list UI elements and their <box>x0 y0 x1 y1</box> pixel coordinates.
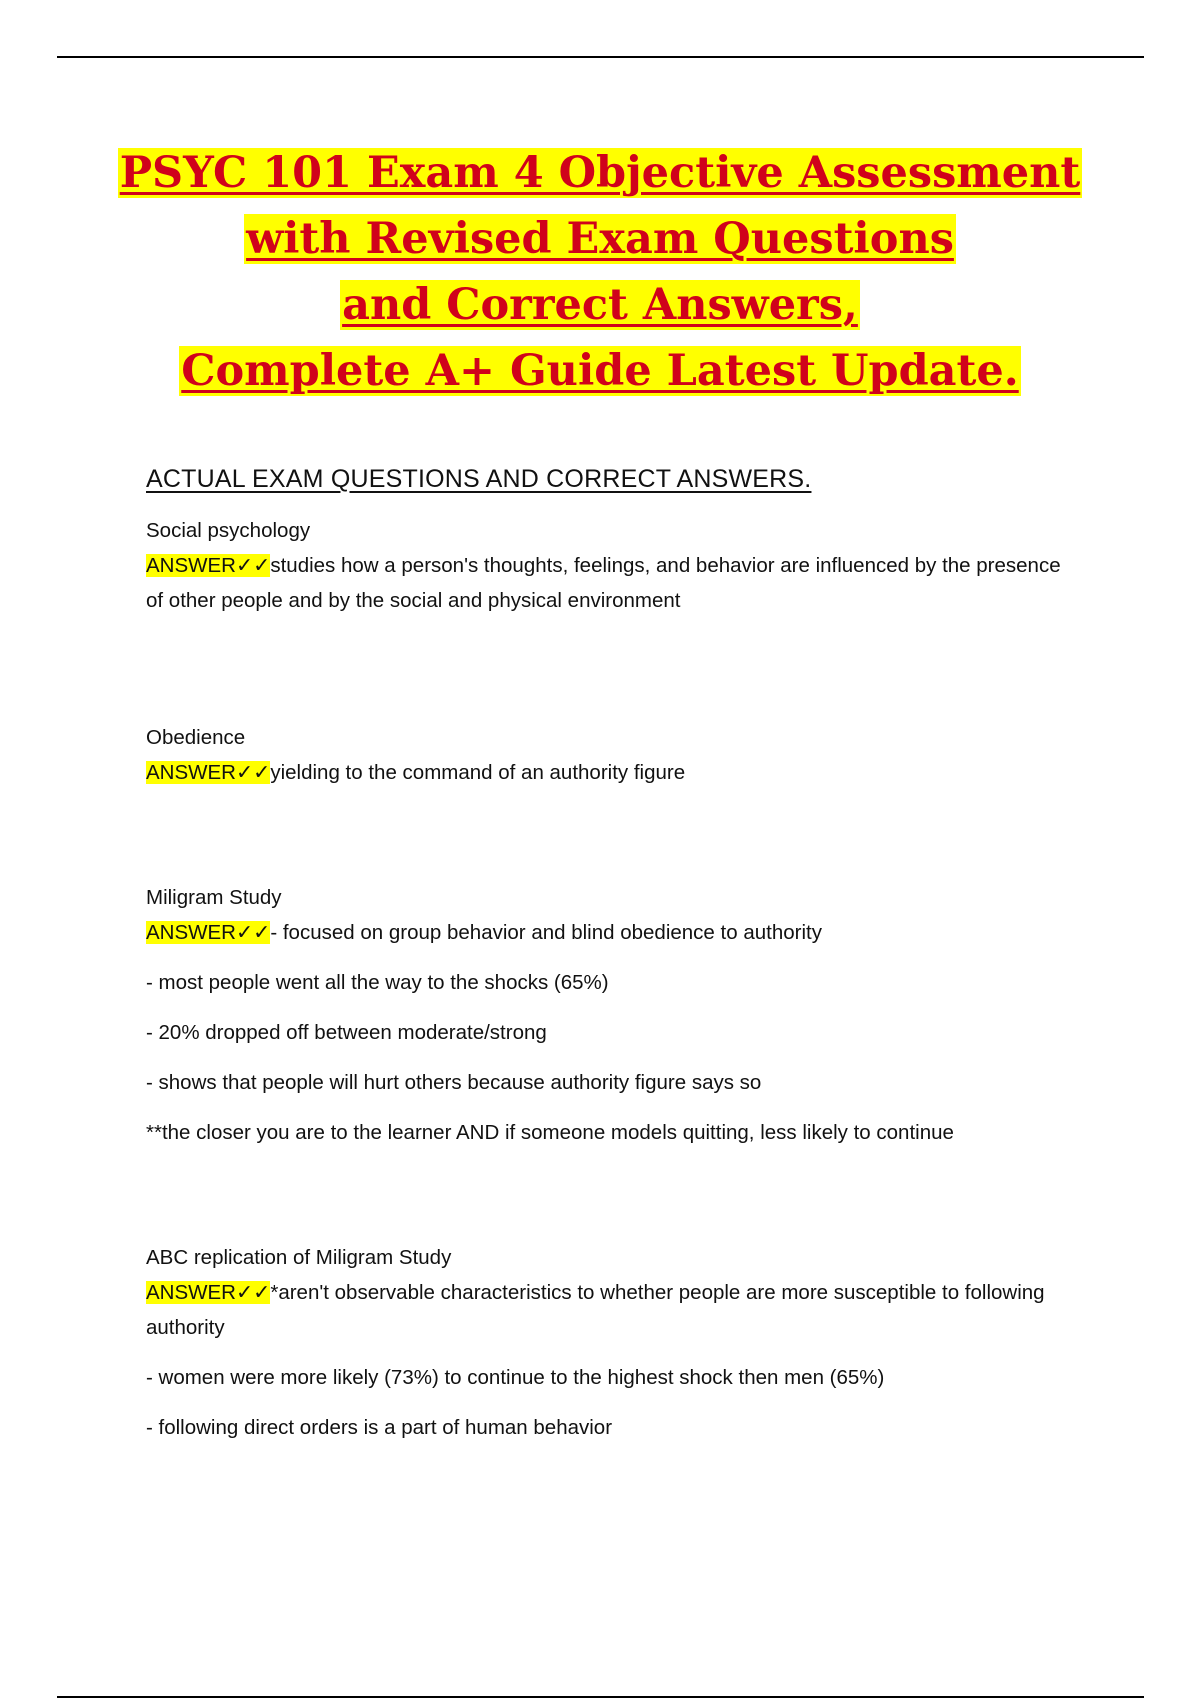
qa-entry <box>146 880 1076 1150</box>
title-line-4: Complete A+ Guide Latest Update. <box>181 346 1019 396</box>
answer-text <box>146 1275 1076 1345</box>
title-line-1: PSYC 101 Exam 4 Objective Assessment <box>119 148 1081 198</box>
bullet-item: - shows that people will hurt others because authority figure says so <box>146 1071 762 1094</box>
answer-text <box>146 548 1076 618</box>
bullet-item: **the closer you are to the learner AND if someone models quitting, less likely to continue <box>146 1121 954 1144</box>
bullet-item: - following direct orders is a part of human behavior <box>146 1416 613 1439</box>
bottom-rule <box>57 1696 1144 1698</box>
bullet-item: - 20% dropped off between moderate/strong <box>146 1021 547 1044</box>
answer-tag: ANSWER✓✓ <box>146 921 271 944</box>
document-body <box>146 462 1076 1445</box>
document-title <box>0 140 1200 404</box>
answer-text <box>146 755 1076 790</box>
question-text: Social psychology <box>146 519 311 542</box>
answer-tag: ANSWER✓✓ <box>146 761 271 784</box>
bullet-item: - women were more likely (73%) to continue to the highest shock then men (65%) <box>146 1366 885 1389</box>
answer-tag: ANSWER✓✓ <box>146 554 271 577</box>
section-heading: ACTUAL EXAM QUESTIONS AND CORRECT ANSWERS. <box>146 465 812 493</box>
title-line-3: and Correct Answers, <box>342 280 858 330</box>
bullet-item: - most people went all the way to the shocks (65%) <box>146 971 609 994</box>
qa-entry <box>146 513 1076 618</box>
answer-tag: ANSWER✓✓ <box>146 1281 271 1304</box>
qa-entry <box>146 1240 1076 1445</box>
question-text: Miligram Study <box>146 886 282 909</box>
answer-body: yielding to the command of an authority figure <box>270 761 686 784</box>
question-text: Obedience <box>146 726 246 749</box>
question-text: ABC replication of Miligram Study <box>146 1246 452 1269</box>
answer-body: studies how a person's thoughts, feelings, and behavior are influenced by the presence of other people and by the social and physical environment <box>146 554 1061 612</box>
qa-entry <box>146 720 1076 790</box>
answer-body: - focused on group behavior and blind obedience to authority <box>270 921 822 944</box>
answer-body: *aren't observable characteristics to whether people are more susceptible to following authority <box>146 1281 1045 1339</box>
top-rule <box>57 56 1144 58</box>
answer-text <box>146 915 1076 950</box>
title-line-2: with Revised Exam Questions <box>246 214 954 264</box>
